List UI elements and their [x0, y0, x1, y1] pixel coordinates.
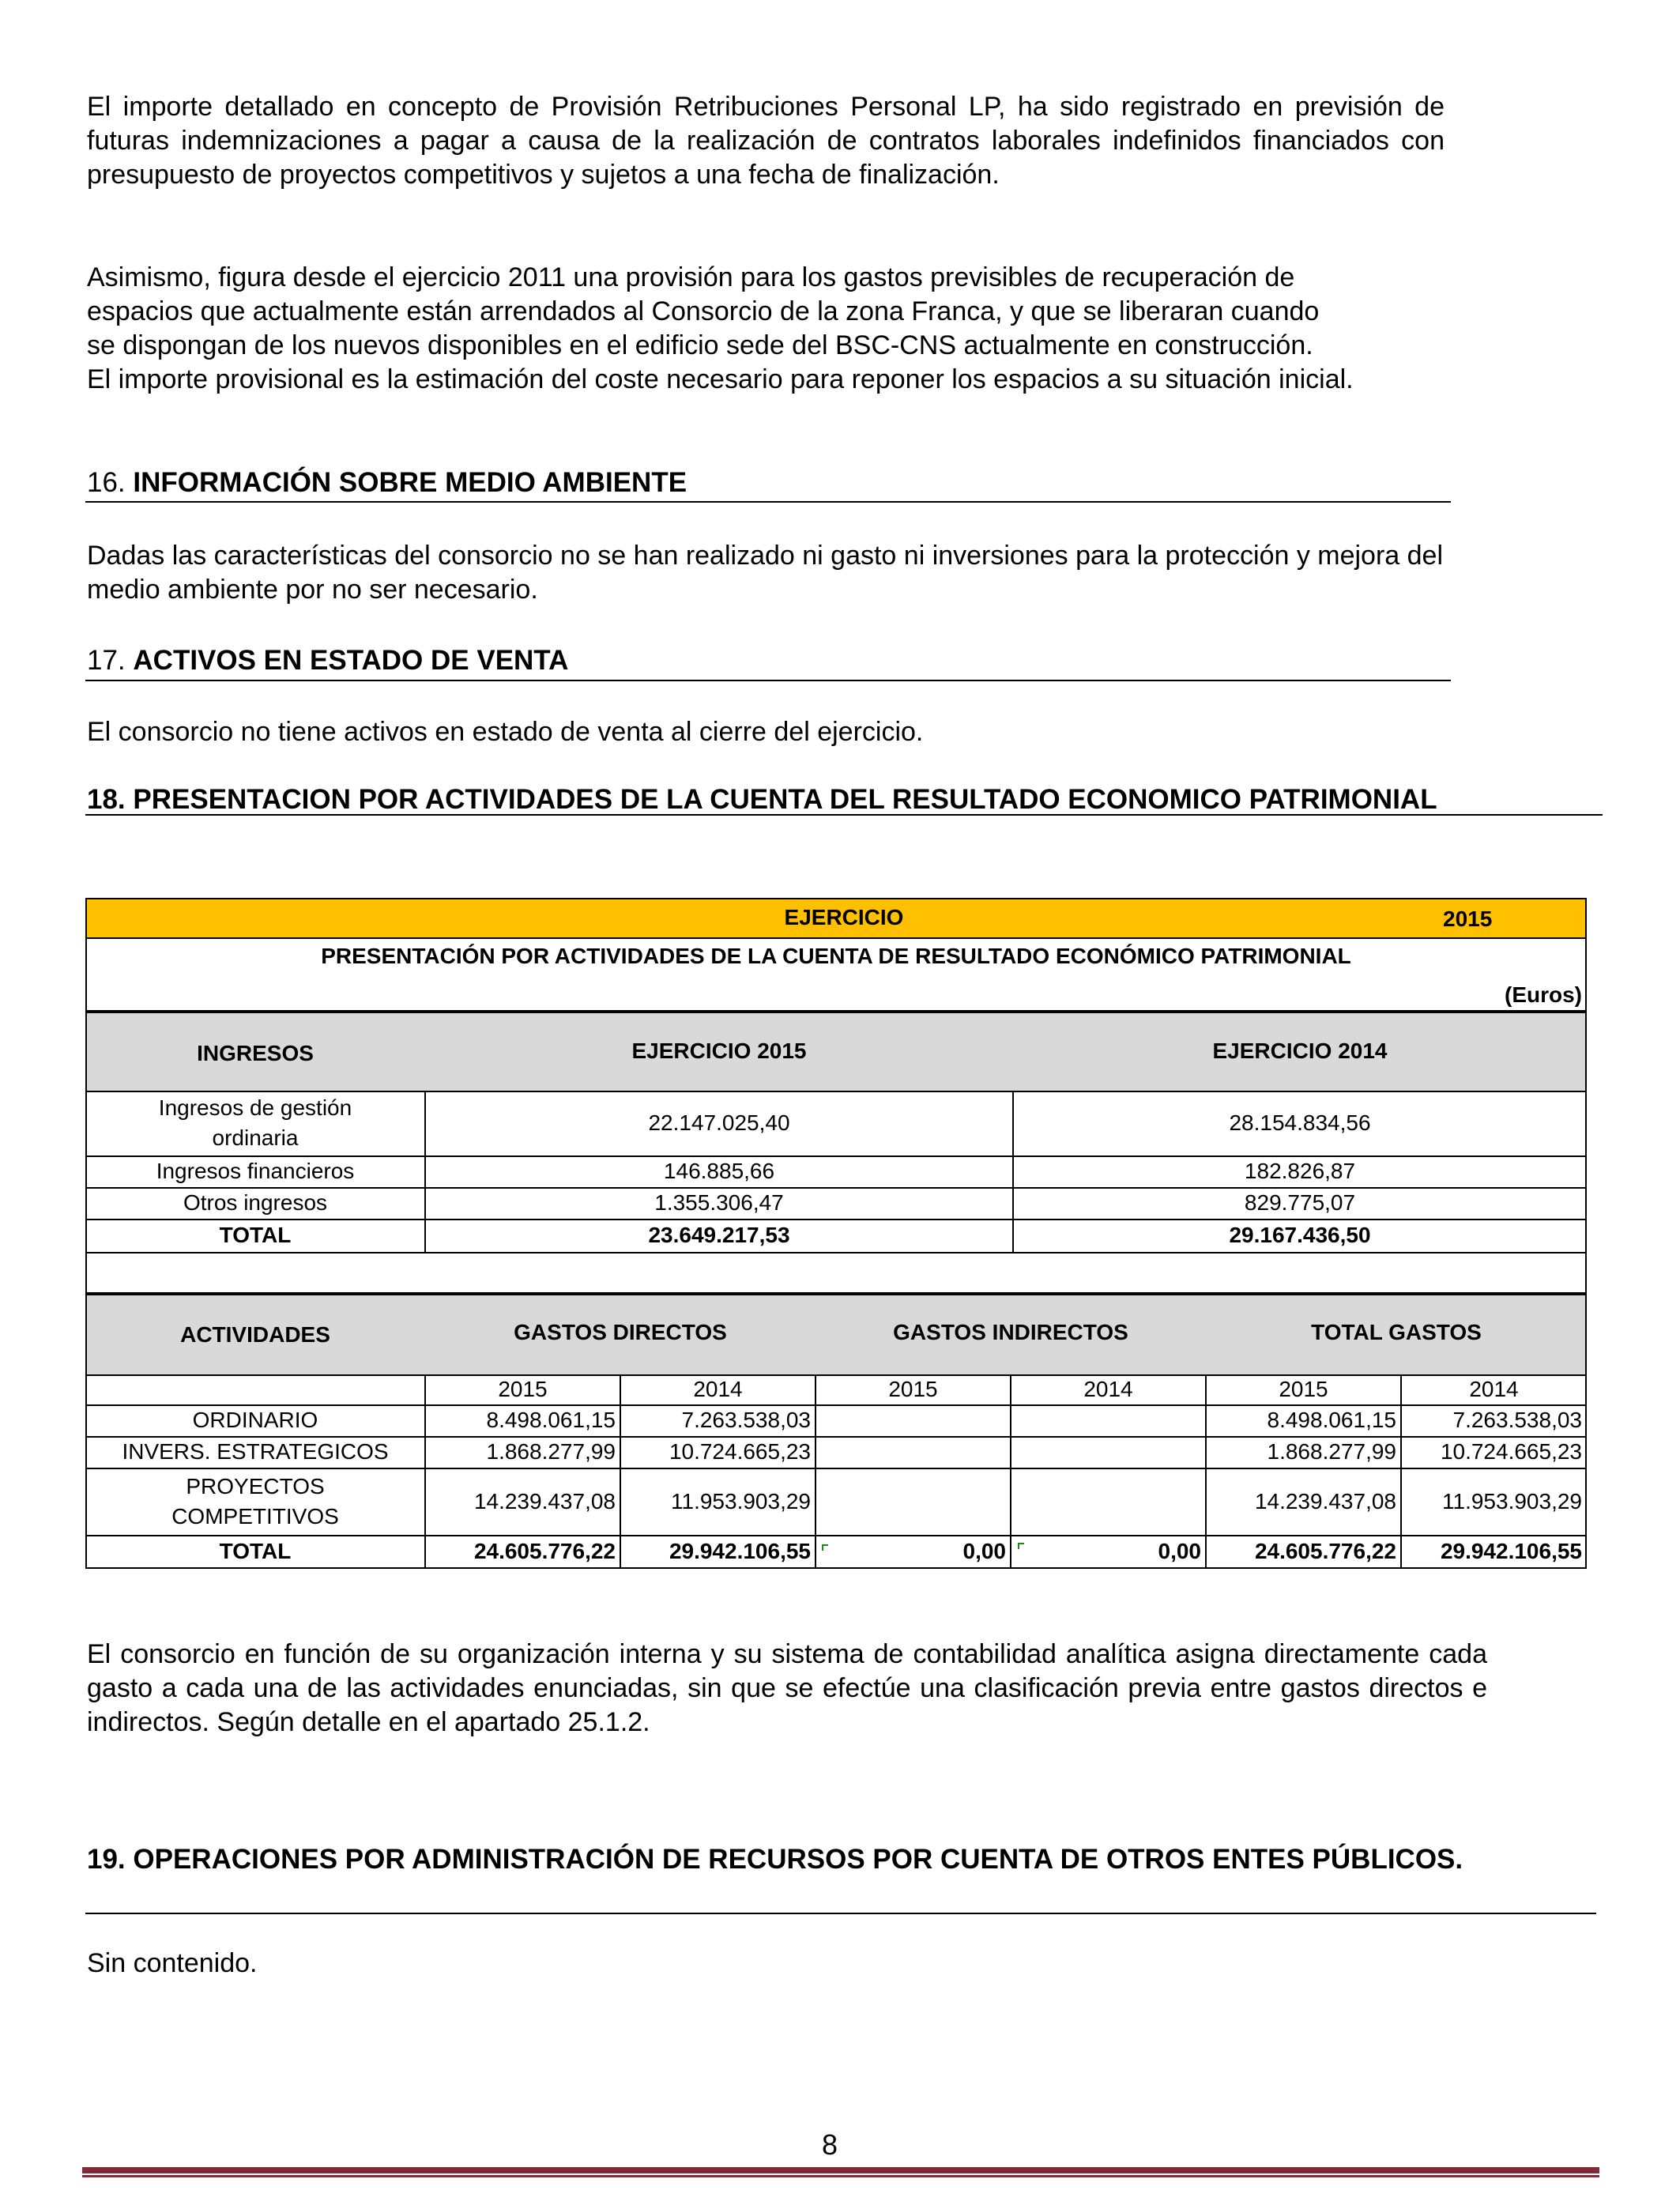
gastos-row-value: 10.724.665,23	[1440, 1439, 1582, 1464]
ingresos-row-value: 829.775,07	[1244, 1190, 1356, 1215]
ingresos-row-value: 28.154.834,56	[1229, 1110, 1371, 1135]
section-17-rule	[85, 680, 1451, 681]
section-title: INFORMACIÓN SOBRE MEDIO AMBIENTE	[133, 467, 687, 498]
paragraph-provision-personal: El importe detallado en concepto de Provisión Retribuciones Personal LP, ha sido registrado en previsión de futuras indemnizaciones a pagar a causa de la realización de contratos laborales indefinidos financiados con presupuesto de proyectos competitivos y sujetos a una fecha de finalización.	[87, 92, 1445, 190]
gastos-row-value: 11.953.903,29	[1442, 1488, 1582, 1514]
gastos-total-value: 0,00	[962, 1538, 1006, 1563]
gastos-row-value	[1011, 1436, 1206, 1468]
ingresos-header: INGRESOS	[197, 1041, 314, 1065]
year-cell: 2014	[1083, 1377, 1133, 1401]
page-number: 8	[822, 2128, 838, 2161]
gastos-total-value: 0,00	[1158, 1538, 1201, 1563]
gastos-total-label: TOTAL	[219, 1538, 292, 1563]
table-title: PRESENTACIÓN POR ACTIVIDADES DE LA CUENTA DE RESULTADO ECONÓMICO PATRIMONIAL	[321, 944, 1351, 968]
paragraph-line: se dispongan de los nuevos disponibles en el edificio sede del BSC-CNS actualmente en construcción.	[87, 330, 1313, 360]
paragraph-medio-ambiente: Dadas las características del consorcio no se han realizado ni gasto ni inversiones para la protección y mejora del medio ambiente por no ser necesario.	[87, 541, 1444, 605]
gastos-row-value	[1011, 1468, 1206, 1535]
section-19-rule	[85, 1913, 1596, 1914]
ejercicio-year: 2015	[1443, 907, 1493, 931]
gastos-indirectos-header: GASTOS INDIRECTOS	[893, 1320, 1128, 1344]
year-cell: 2014	[1469, 1377, 1519, 1401]
paragraph-importe-provisional: El importe provisional es la estimación del coste necesario para reponer los espacios a su situación inicial.	[87, 364, 1354, 394]
cell-marker-icon	[1018, 1543, 1024, 1549]
gastos-row-value: 14.239.437,08	[1254, 1488, 1396, 1514]
paragraph-sin-contenido: Sin contenido.	[87, 1948, 258, 1978]
section-title: ACTIVOS EN ESTADO DE VENTA	[133, 645, 569, 676]
gastos-row-value: 11.953.903,29	[671, 1488, 811, 1514]
section-18-heading: 18. PRESENTACION POR ACTIVIDADES DE LA CUENTA DEL RESULTADO ECONOMICO PATRIMONIAL	[87, 784, 1437, 815]
ingresos-row-label: Ingresos de gestión ordinaria	[158, 1095, 352, 1150]
section-19-heading: 19. OPERACIONES POR ADMINISTRACIÓN DE RECURSOS POR CUENTA DE OTROS ENTES PÚBLICOS.	[87, 1844, 1463, 1875]
gastos-row-value: 7.263.538,03	[1452, 1408, 1582, 1432]
gastos-row-value	[816, 1468, 1011, 1535]
ingresos-row-value: 182.826,87	[1244, 1159, 1356, 1183]
gastos-total-value: 29.942.106,55	[1440, 1538, 1582, 1563]
ingresos-row-label: Otros ingresos	[183, 1190, 328, 1215]
year-cell: 2015	[888, 1377, 938, 1401]
gastos-row-value: 10.724.665,23	[669, 1439, 811, 1464]
gastos-row-value: 8.498.061,15	[1267, 1408, 1396, 1432]
gastos-row-value: 1.868.277,99	[1267, 1439, 1396, 1464]
section-17-heading	[87, 643, 568, 677]
paragraph-provision-espacios	[87, 261, 1445, 363]
gastos-row-value: 1.868.277,99	[486, 1439, 616, 1464]
ingresos-row-value: 1.355.306,47	[654, 1190, 784, 1215]
paragraph-contabilidad-analitica: El consorcio en función de su organización interna y su sistema de contabilidad analítica asigna directamente cada gasto a cada una de las actividades enunciadas, sin que se efectúe una clasificación previa entre gastos directos e indirectos. Según detalle en el apartado 25.1.2.	[87, 1639, 1487, 1737]
year-cell: 2015	[1279, 1377, 1328, 1401]
gastos-row-value: 14.239.437,08	[473, 1488, 616, 1514]
ingresos-row-value: 146.885,66	[663, 1159, 775, 1183]
paragraph-line: Asimismo, figura desde el ejercicio 2011 una provisión para los gastos previsibles de recuperación de	[87, 262, 1295, 292]
gastos-row-label: ORDINARIO	[192, 1408, 318, 1432]
gastos-row-value	[816, 1436, 1011, 1468]
ingresos-total-label: TOTAL	[219, 1223, 292, 1247]
ejercicio-2014-header: EJERCICIO 2014	[1212, 1039, 1388, 1063]
ingresos-row-label: Ingresos financieros	[156, 1159, 355, 1183]
gastos-row-value: 7.263.538,03	[681, 1408, 811, 1432]
ingresos-total-value: 29.167.436,50	[1229, 1223, 1371, 1247]
section-number: 17.	[87, 645, 126, 676]
gastos-total-value: 24.605.776,22	[473, 1538, 616, 1563]
gastos-row-label: INVERS. ESTRATEGICOS	[122, 1439, 389, 1464]
section-number: 16.	[87, 467, 126, 498]
year-cell: 2015	[498, 1377, 548, 1401]
actividades-header: ACTIVIDADES	[180, 1322, 330, 1347]
gastos-row-value: 8.498.061,15	[486, 1408, 616, 1432]
paragraph-line: espacios que actualmente están arrendados al Consorcio de la zona Franca, y que se liberaran cuando	[87, 296, 1320, 326]
footer-bar	[82, 2167, 1599, 2173]
gastos-row-value	[816, 1404, 1011, 1436]
gastos-total-value: 24.605.776,22	[1254, 1538, 1396, 1563]
section-16-heading	[87, 466, 687, 499]
section-18-rule	[85, 814, 1603, 816]
year-cell: 2014	[693, 1377, 743, 1401]
footer-bar-thin	[82, 2175, 1599, 2177]
section-16-rule	[85, 501, 1451, 503]
gastos-directos-header: GASTOS DIRECTOS	[514, 1320, 727, 1344]
ejercicio-2015-header: EJERCICIO 2015	[631, 1039, 807, 1063]
total-gastos-header: TOTAL GASTOS	[1311, 1320, 1482, 1344]
ingresos-total-value: 23.649.217,53	[648, 1223, 790, 1247]
cell-marker-icon	[822, 1544, 828, 1551]
ingresos-row-value: 22.147.025,40	[648, 1110, 790, 1135]
table-units: (Euros)	[1505, 982, 1582, 1007]
paragraph-activos-venta: El consorcio no tiene activos en estado de venta al cierre del ejercicio.	[87, 717, 924, 747]
ejercicio-label: EJERCICIO	[784, 905, 904, 929]
gastos-row-label: PROYECTOS COMPETITIVOS	[171, 1473, 339, 1529]
gastos-row-value	[1011, 1404, 1206, 1436]
gastos-total-value: 29.942.106,55	[669, 1538, 811, 1563]
